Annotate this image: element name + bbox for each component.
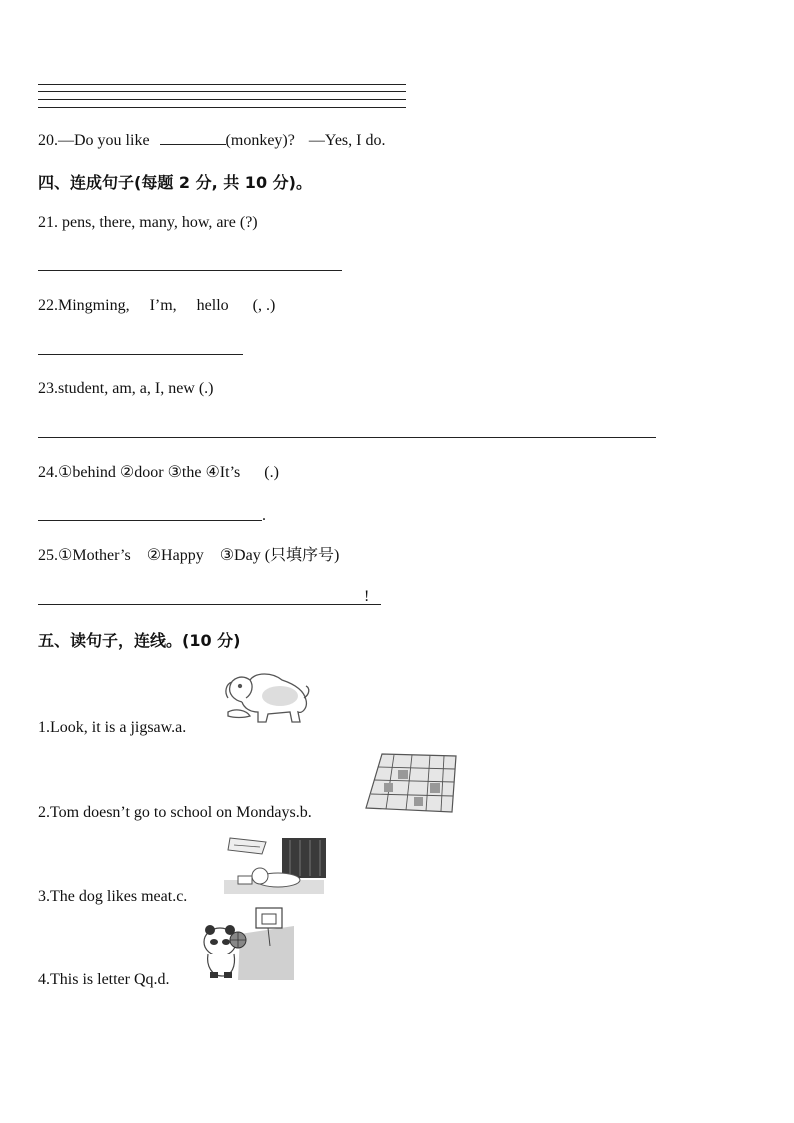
match-item-3: 3.The dog likes meat.c. — [38, 888, 188, 905]
q22-answer-line[interactable] — [38, 354, 243, 355]
sleeping-boy-icon — [220, 836, 328, 896]
q24-answer-line[interactable] — [38, 520, 262, 521]
q21-answer-line[interactable] — [38, 270, 342, 271]
q25-end-mark: ! — [364, 588, 370, 605]
section-5-title: 五、读句子，连线。(10 分) — [38, 631, 241, 650]
writing-line — [38, 84, 406, 85]
jigsaw-puzzle-icon — [364, 752, 458, 814]
q20-answer-blank[interactable] — [160, 130, 226, 145]
q23-answer-line[interactable] — [38, 437, 656, 438]
q20-hint: (monkey)? — [225, 132, 295, 149]
panda-basketball-icon — [198, 906, 296, 982]
writing-line — [38, 91, 406, 92]
question-23: 23.student, am, a, I, new (.) — [38, 380, 214, 397]
q20-response: —Yes, I do. — [308, 132, 386, 149]
writing-line — [38, 107, 406, 108]
section-4-title: 四、连成句子(每题 2 分, 共 10 分)。 — [38, 173, 312, 192]
match-item-2: 2.Tom doesn’t go to school on Mondays.b. — [38, 804, 312, 821]
question-25: 25.①Mother’s ②Happy ③Day (只填序号) — [38, 547, 340, 564]
writing-line — [38, 99, 406, 100]
question-22: 22.Mingming, I’m, hello (, .) — [38, 297, 276, 314]
match-item-4: 4.This is letter Qq.d. — [38, 971, 170, 988]
question-20 — [38, 130, 385, 151]
q24-end-mark: . — [262, 507, 266, 524]
question-24: 24.①behind ②door ③the ④It’s (.) — [38, 464, 279, 481]
q25-answer-line[interactable] — [38, 604, 381, 605]
match-item-1: 1.Look, it is a jigsaw.a. — [38, 719, 187, 736]
dog-picture-icon — [220, 668, 312, 726]
q20-prompt: 20.—Do you like — [38, 132, 150, 149]
question-21: 21. pens, there, many, how, are (?) — [38, 214, 258, 231]
